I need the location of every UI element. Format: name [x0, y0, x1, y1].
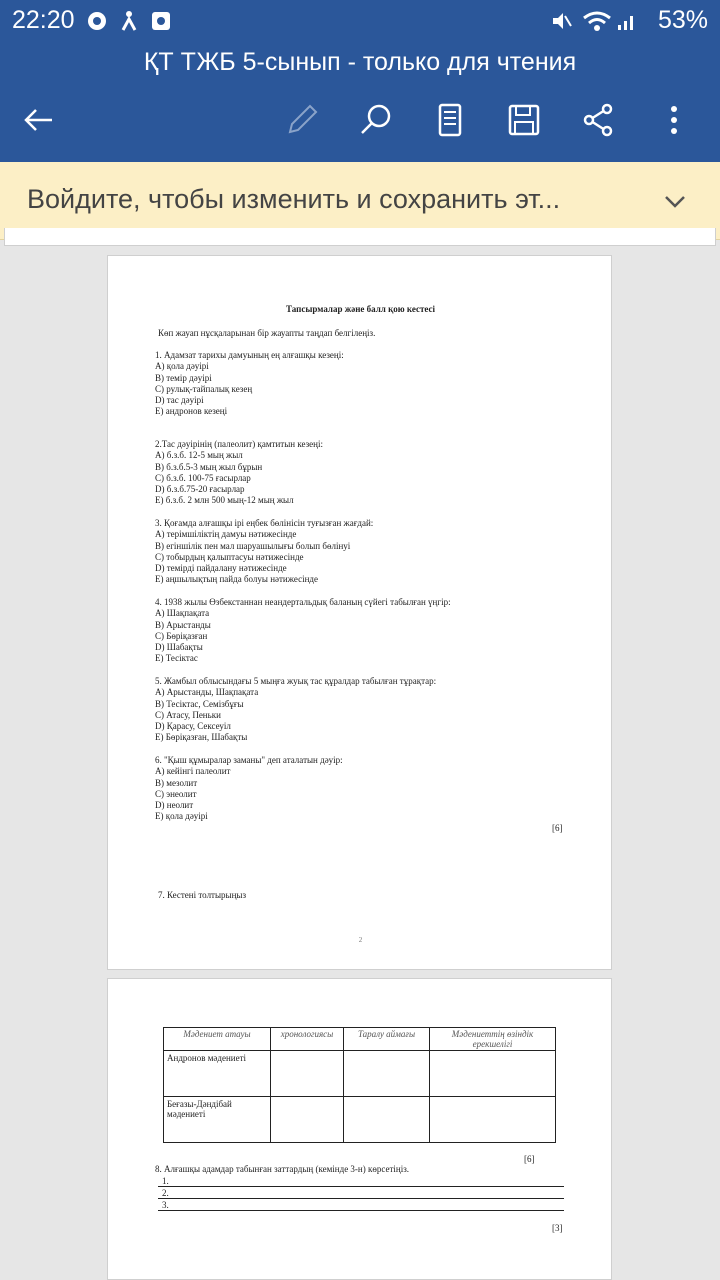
status-time: 22:20 — [12, 6, 75, 34]
table-header-row — [164, 1028, 556, 1051]
save-icon — [506, 102, 542, 138]
answer-option: В) егіншілік пен мал шаруашылығы болып бөлінуі — [155, 540, 351, 551]
camera-icon — [150, 10, 172, 32]
answer-option: С) Бөріқазған — [155, 630, 208, 641]
wifi-icon — [582, 10, 612, 32]
answer-option: А) б.з.б. 12-5 мың жыл — [155, 450, 243, 461]
table-cell — [430, 1051, 556, 1097]
answer-option: D) темірді пайдалану нәтижесінде — [155, 563, 287, 574]
chevron-down-icon[interactable] — [660, 186, 690, 216]
question-text: 2.Тас дәуірінің (палеолит) қамтитын кезеңі: — [155, 439, 323, 449]
table-cell — [344, 1051, 430, 1097]
mute-icon — [550, 10, 572, 32]
answer-option: А) кейінгі палеолит — [155, 766, 231, 777]
answer-option: А) Арыстанды, Шақпақата — [155, 687, 259, 698]
answer-option: Е) Тесіктас — [155, 653, 198, 664]
chrome-icon — [86, 10, 108, 32]
table-cell — [271, 1051, 344, 1097]
question-6 — [155, 755, 343, 823]
answer-option: Е) қола дәуірі — [155, 811, 208, 822]
document-title: ҚТ ТЖБ 5-сынып - только для чтения — [143, 48, 577, 76]
score-mark: [3] — [552, 1223, 563, 1233]
answer-option: D) Қарасу, Сексеуіл — [155, 721, 231, 732]
table-cell — [344, 1097, 430, 1143]
score-mark: [6] — [524, 1154, 535, 1164]
accessibility-icon — [118, 10, 140, 32]
culture-table — [163, 1027, 556, 1143]
more-vertical-icon — [656, 102, 692, 138]
table-header: Таралу аймағы — [344, 1028, 430, 1051]
answer-line: 2. — [158, 1188, 564, 1199]
battery-level: 53% — [657, 6, 708, 34]
document-view-icon — [432, 102, 468, 138]
more-options-button[interactable] — [652, 98, 696, 142]
question-4 — [155, 597, 451, 665]
question-8: 8. Алғашқы адамдар табынған заттардың (кемінде 3-н) көрсетіңіз. — [155, 1164, 410, 1174]
doc-heading: Тапсырмалар және балл қою кестесі — [286, 304, 435, 314]
share-icon — [580, 102, 616, 138]
reading-view-button[interactable] — [428, 98, 472, 142]
table-cell — [430, 1097, 556, 1143]
table-row — [164, 1051, 556, 1097]
answer-option: А) қола дәуірі — [155, 361, 209, 372]
answer-option: С) тобырдың қалыптасуы нәтижесінде — [155, 551, 304, 562]
question-text: 4. 1938 жылы Өзбекстаннан неандертальдық баланың сүйегі табылған үңгір: — [155, 597, 451, 607]
table-cell — [271, 1097, 344, 1143]
answer-option: В) Тесіктас, Семізбұғы — [155, 698, 244, 709]
signal-icon — [616, 10, 638, 32]
answer-option: D) неолит — [155, 800, 194, 811]
answer-option: D) Шабақты — [155, 642, 203, 653]
answer-option: D) тас дәуірі — [155, 395, 204, 406]
question-5 — [155, 676, 436, 744]
answer-option: С) энеолит — [155, 788, 197, 799]
search-button[interactable] — [354, 98, 398, 142]
answer-option: Е) Бөріқазған, Шабақты — [155, 732, 248, 743]
question-text: 1. Адамзат тарихы дамуының ең алғашқы кезеңі: — [155, 350, 344, 360]
answer-line: 1. — [158, 1176, 564, 1187]
question-text: 5. Жамбыл облысындағы 5 мыңға жуық тас құралдар табылған тұрақтар: — [155, 676, 437, 686]
pencil-icon — [284, 102, 320, 138]
doc-instruction: Көп жауап нұсқаларынан бір жауапты таңдап белгілеңіз. — [158, 328, 376, 338]
answer-option: С) Атасу, Пеньки — [155, 709, 221, 720]
answer-option: А) Шақпақата — [155, 608, 210, 619]
save-button[interactable] — [502, 98, 546, 142]
answer-option: А) терімшіліктің дамуы нәтижесінде — [155, 529, 297, 540]
back-button[interactable] — [16, 98, 60, 142]
table-cell: Андронов мәдениеті — [164, 1051, 271, 1097]
table-cell: Беғазы-Дәндібай мәдениеті — [164, 1097, 271, 1143]
answer-option: D) б.з.б.75-20 ғасырлар — [155, 484, 245, 495]
share-button[interactable] — [576, 98, 620, 142]
question-text: 3. Қоғамда алғашқы ірі еңбек бөлінісін туғызған жағдай: — [155, 518, 374, 528]
answer-option: В) Арыстанды — [155, 619, 211, 630]
question-text: 6. "Қыш құмыралар заманы" деп аталатын дәуір: — [155, 755, 343, 765]
answer-option: Е) андронов кезеңі — [155, 406, 228, 417]
answer-line: 3. — [158, 1200, 564, 1211]
app-toolbar — [0, 44, 720, 162]
document-page-2 — [107, 255, 612, 970]
previous-page-edge — [4, 228, 716, 246]
table-header: хронологиясы — [271, 1028, 344, 1051]
arrow-left-icon — [20, 102, 56, 138]
status-bar — [0, 0, 720, 44]
answer-option: Е) аңшылықтың пайда болуы нәтижесінде — [155, 574, 318, 585]
search-icon — [358, 102, 394, 138]
document-page-3 — [107, 978, 612, 1280]
table-row — [164, 1097, 556, 1143]
answer-option: В) мезолит — [155, 777, 198, 788]
answer-option: С) рулық-тайпалық кезең — [155, 383, 253, 394]
question-3 — [155, 518, 373, 586]
question-1 — [155, 350, 344, 418]
answer-option: В) б.з.б.5-3 мың жыл бұрын — [155, 461, 263, 472]
question-7: 7. Кестені толтырыңыз — [158, 890, 247, 900]
edit-button[interactable] — [280, 98, 324, 142]
question-2 — [155, 439, 323, 507]
score-mark: [6] — [552, 823, 563, 833]
answer-option: С) б.з.б. 100-75 ғасырлар — [155, 472, 251, 483]
table-header: Мәдениет атауы — [164, 1028, 271, 1051]
table-header: Мәдениеттің өзіндік ерекшелігі — [430, 1028, 556, 1051]
banner-message: Войдите, чтобы изменить и сохранить эт... — [27, 184, 561, 214]
answer-option: В) темір дәуірі — [155, 372, 212, 383]
page-number: 2 — [358, 936, 363, 944]
answer-option: Е) б.з.б. 2 млн 500 мың-12 мың жыл — [155, 495, 294, 506]
